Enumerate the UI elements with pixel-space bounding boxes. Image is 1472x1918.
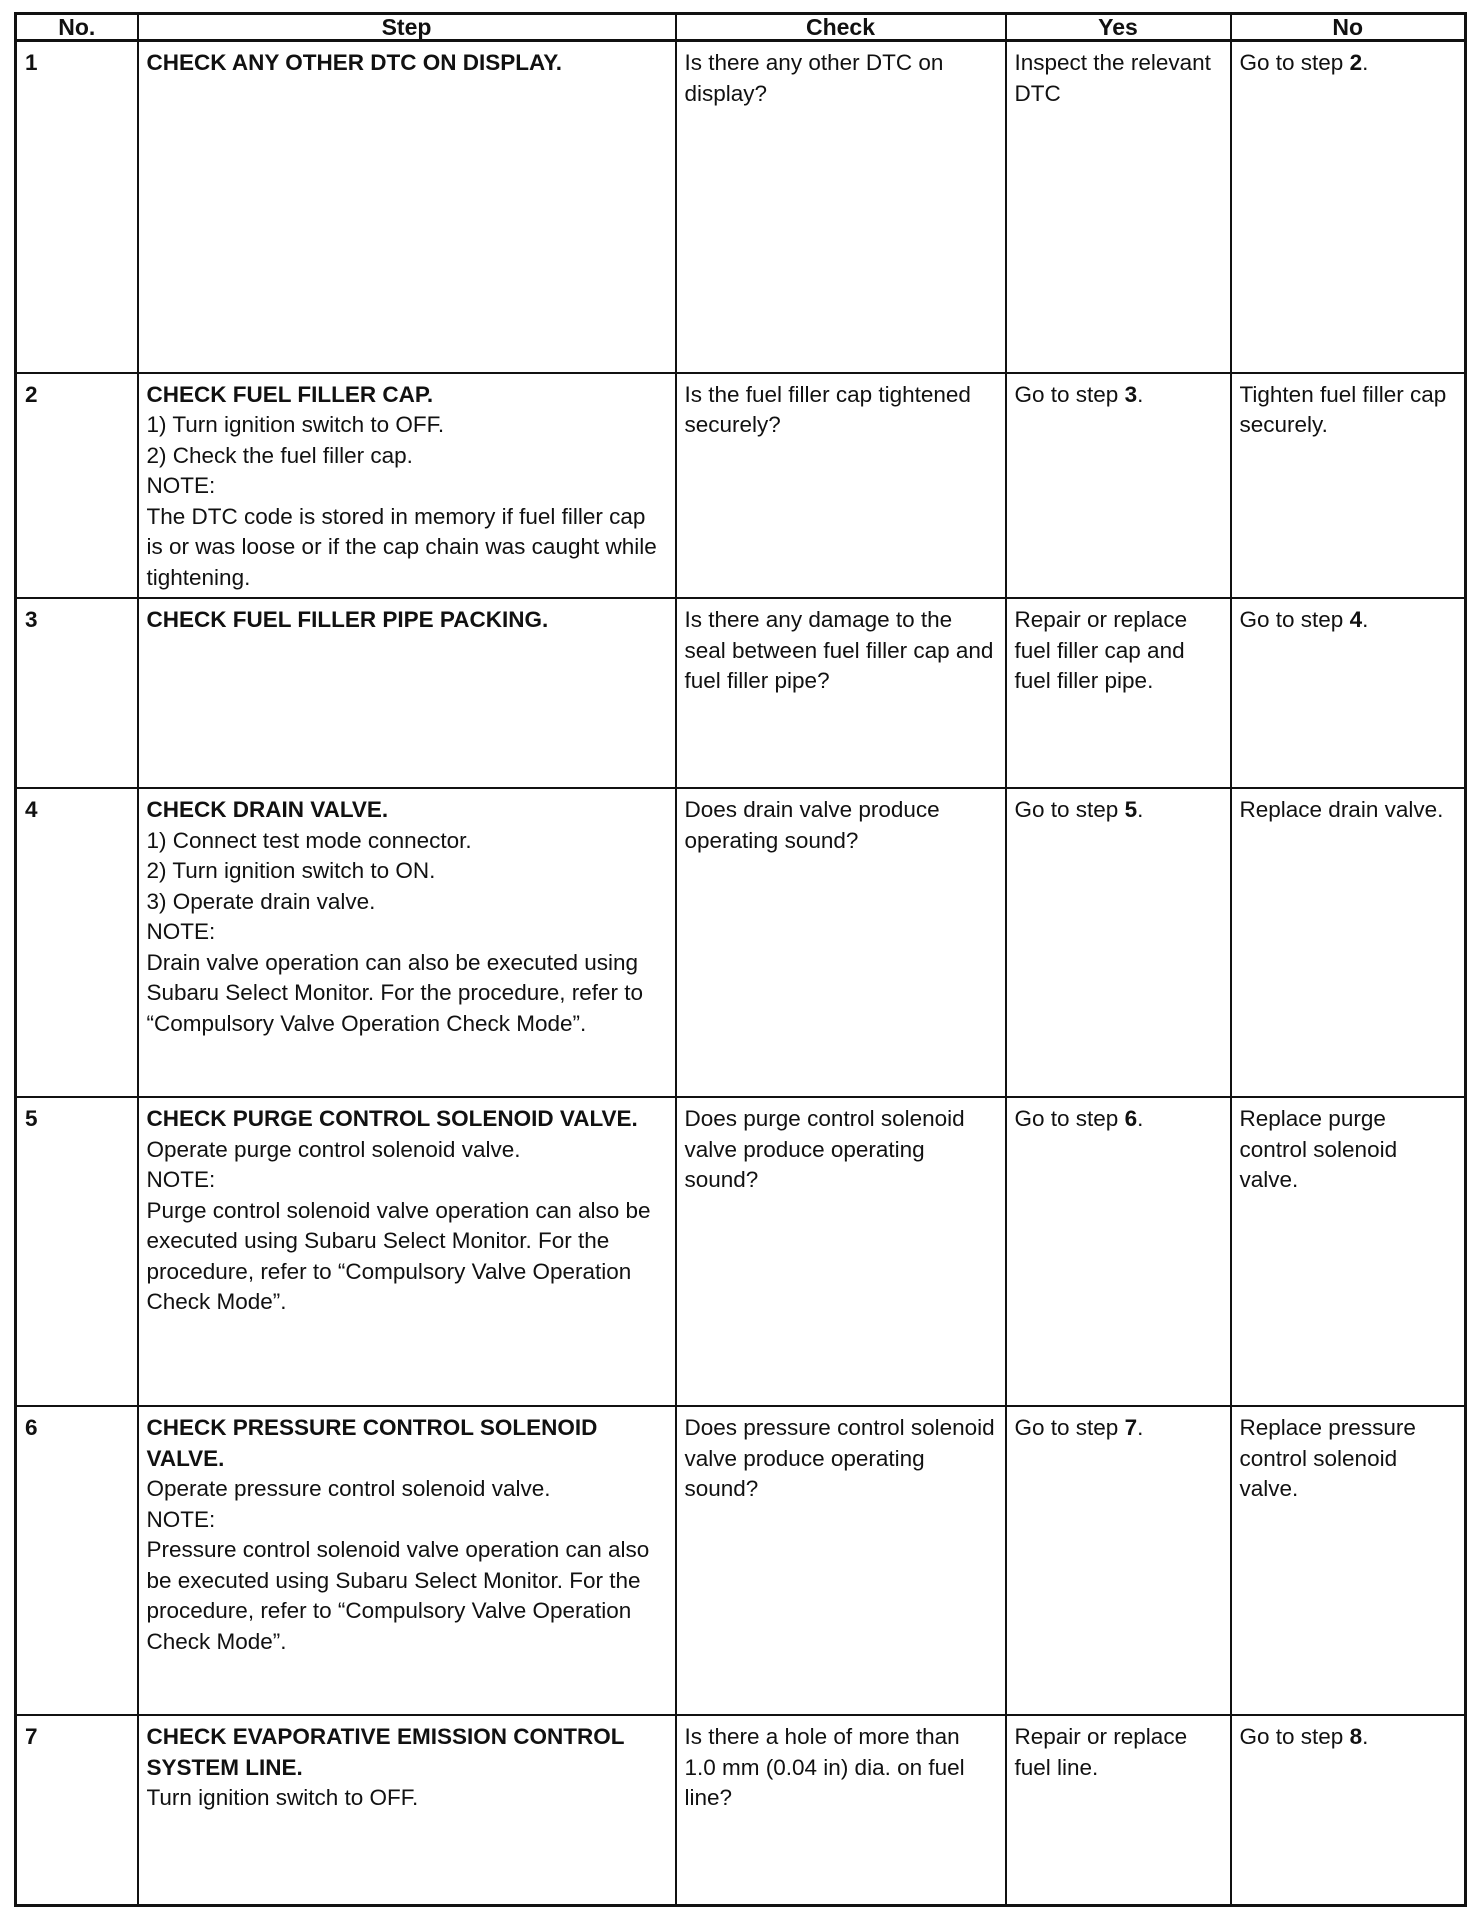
step-line: Operate purge control solenoid valve. [146, 1136, 521, 1162]
step-line: 2) Check the fuel filler cap. [146, 442, 413, 468]
step-cell [138, 788, 676, 1097]
table-row [16, 598, 1466, 788]
step-cell [138, 1097, 676, 1406]
no-cell: Replace purge control solenoid valve. [1231, 1097, 1466, 1406]
step-line: The DTC code is stored in memory if fuel filler cap is or was loose or if the cap chain was caught while tightening. [146, 503, 657, 590]
step-number: 1 [16, 41, 138, 373]
yes-cell: Go to step 3. [1006, 373, 1231, 599]
table-row [16, 41, 1466, 373]
step-cell [138, 1406, 676, 1715]
step-line: Purge control solenoid valve operation can also be executed using Subaru Select Monitor. For the procedure, refer to “Compulsory Valve Operation Check Mode”. [146, 1197, 651, 1314]
diagnostic-procedure-table [14, 12, 1467, 1907]
step-title: CHECK FUEL FILLER PIPE PACKING. [146, 607, 549, 632]
check-cell: Is there any damage to the seal between fuel filler cap and fuel filler pipe? [676, 598, 1006, 788]
table-row [16, 788, 1466, 1097]
step-cell [138, 598, 676, 788]
table-row [16, 1097, 1466, 1406]
table-row [16, 1406, 1466, 1715]
yes-cell: Repair or replace fuel filler cap and fuel filler pipe. [1006, 598, 1231, 788]
yes-cell: Inspect the relevant DTC [1006, 41, 1231, 373]
step-cell [138, 41, 676, 373]
step-title: CHECK EVAPORATIVE EMISSION CONTROL SYSTEM LINE. [146, 1724, 625, 1780]
check-cell: Is there a hole of more than 1.0 mm (0.04 in) dia. on fuel line? [676, 1715, 1006, 1905]
no-cell: Go to step 4. [1231, 598, 1466, 788]
step-line: Drain valve operation can also be executed using Subaru Select Monitor. For the procedure, refer to “Compulsory Valve Operation Check Mode”. [146, 949, 644, 1036]
step-number: 4 [16, 788, 138, 1097]
header-no: No. [16, 14, 138, 41]
table-header-row [16, 14, 1466, 41]
check-cell: Does purge control solenoid valve produce operating sound? [676, 1097, 1006, 1406]
step-number: 6 [16, 1406, 138, 1715]
step-title: CHECK PRESSURE CONTROL SOLENOID VALVE. [146, 1415, 598, 1471]
step-line: NOTE: [146, 1167, 216, 1192]
step-title: CHECK PURGE CONTROL SOLENOID VALVE. [146, 1106, 638, 1131]
step-title: CHECK ANY OTHER DTC ON DISPLAY. [146, 50, 562, 75]
step-number: 5 [16, 1097, 138, 1406]
step-number: 2 [16, 373, 138, 599]
yes-cell: Repair or replace fuel line. [1006, 1715, 1231, 1905]
step-line: Operate pressure control solenoid valve. [146, 1476, 551, 1501]
check-cell: Is there any other DTC on display? [676, 41, 1006, 373]
step-line: 2) Turn ignition switch to ON. [146, 858, 436, 883]
check-cell: Is the fuel filler cap tightened securely? [676, 373, 1006, 599]
step-title: CHECK FUEL FILLER CAP. [146, 381, 434, 407]
step-line: Turn ignition switch to OFF. [146, 1785, 419, 1810]
check-cell: Does drain valve produce operating sound? [676, 788, 1006, 1097]
no-cell: Replace pressure control solenoid valve. [1231, 1406, 1466, 1715]
step-line: 3) Operate drain valve. [146, 888, 376, 914]
header-yes: Yes [1006, 14, 1231, 41]
table-body [16, 41, 1466, 1906]
step-line: NOTE: [146, 919, 216, 944]
step-number: 3 [16, 598, 138, 788]
step-cell [138, 1715, 676, 1905]
yes-cell: Go to step 5. [1006, 788, 1231, 1097]
no-cell: Replace drain valve. [1231, 788, 1466, 1097]
step-line: 1) Turn ignition switch to OFF. [146, 412, 445, 437]
check-cell: Does pressure control solenoid valve produce operating sound? [676, 1406, 1006, 1715]
table-row [16, 373, 1466, 599]
no-cell: Tighten fuel filler cap securely. [1231, 373, 1466, 599]
header-step: Step [138, 14, 676, 41]
yes-cell: Go to step 6. [1006, 1097, 1231, 1406]
table-row [16, 1715, 1466, 1905]
yes-cell: Go to step 7. [1006, 1406, 1231, 1715]
no-cell: Go to step 8. [1231, 1715, 1466, 1905]
header-check: Check [676, 14, 1006, 41]
step-cell [138, 373, 676, 599]
no-cell: Go to step 2. [1231, 41, 1466, 373]
header-no-action: No [1231, 14, 1466, 41]
step-line: NOTE: [146, 473, 216, 498]
step-line: NOTE: [146, 1506, 216, 1532]
step-title: CHECK DRAIN VALVE. [146, 797, 389, 822]
step-number: 7 [16, 1715, 138, 1905]
step-line: 1) Connect test mode connector. [146, 827, 472, 853]
step-line: Pressure control solenoid valve operation can also be executed using Subaru Select Monitor. For the procedure, refer to “Compulsory Valve Operation Check Mode”. [146, 1537, 650, 1654]
